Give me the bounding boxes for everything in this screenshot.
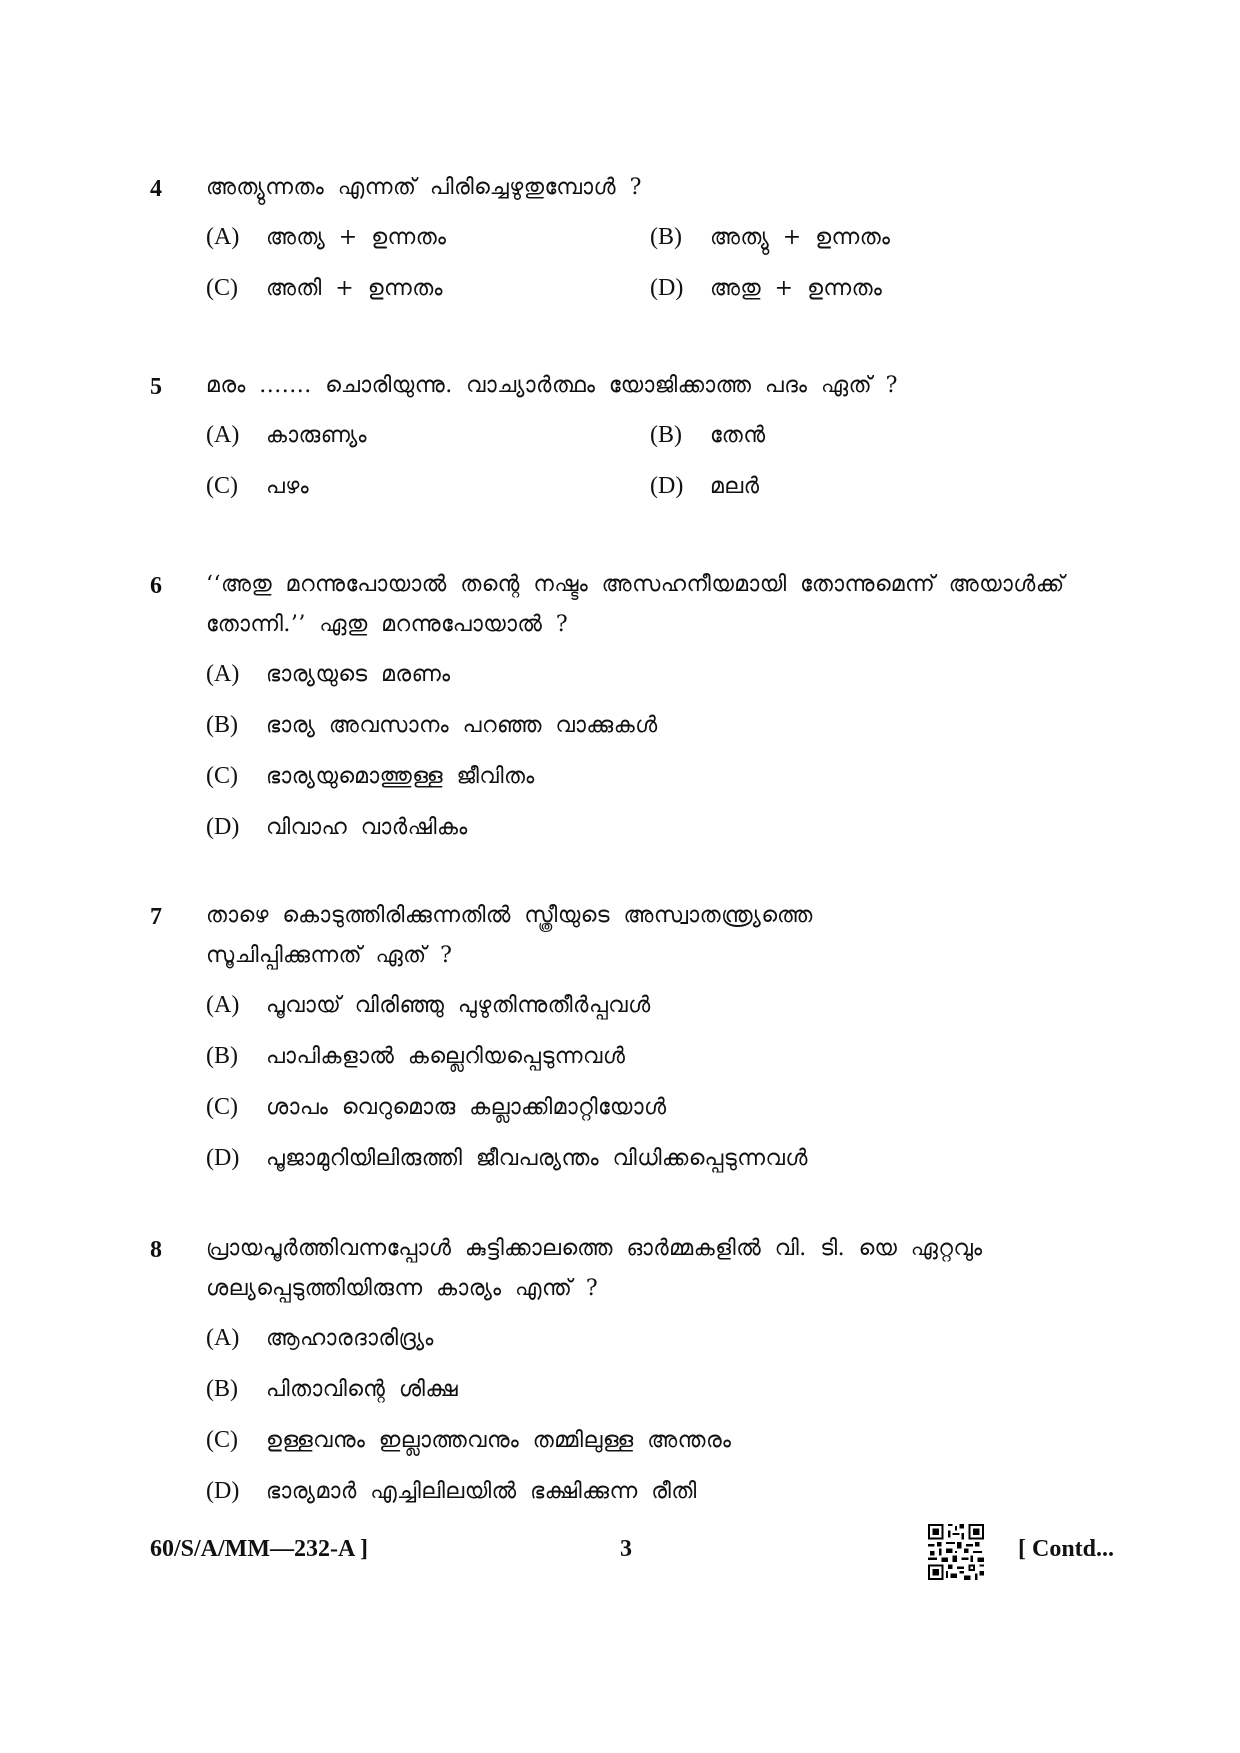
option-text: ഭാര്യയുടെ മരണം bbox=[266, 662, 451, 687]
option-label: (C) bbox=[206, 473, 238, 499]
question-number: 6 bbox=[150, 573, 162, 599]
page-number: 3 bbox=[620, 1536, 632, 1562]
option-label: (D) bbox=[650, 473, 684, 499]
option-text: അതു + ഉന്നതം bbox=[710, 276, 883, 301]
option-label: (A) bbox=[206, 422, 240, 448]
option-label: (B) bbox=[206, 1376, 238, 1402]
continued-label: [ Contd... bbox=[1018, 1536, 1115, 1562]
option-c bbox=[206, 269, 650, 308]
options-list bbox=[206, 986, 1070, 1178]
options-list bbox=[206, 218, 1070, 308]
options-list bbox=[206, 416, 1070, 506]
question-text: പ്രായപൂർത്തിവന്നപ്പോൾ കുട്ടിക്കാലത്തെ ഓർമ്മകളിൽ വി. ടി. യെ ഏറ്റവും ശല്യപ്പെടുത്തിയിരുന്ന കാര്യം എന്ത് ? bbox=[206, 1236, 983, 1301]
option-label: (D) bbox=[206, 1478, 240, 1504]
question-number: 8 bbox=[150, 1237, 162, 1263]
option-text: അത്യു + ഉന്നതം bbox=[710, 225, 891, 250]
question-7 bbox=[150, 904, 1070, 1178]
option-d bbox=[650, 269, 1094, 308]
option-text: കാരുണ്യം bbox=[266, 423, 368, 448]
question-number: 7 bbox=[150, 904, 162, 930]
option-b bbox=[650, 218, 1094, 257]
option-label: (B) bbox=[206, 1043, 238, 1069]
option-label: (D) bbox=[206, 1145, 240, 1171]
question-4 bbox=[150, 176, 1070, 308]
option-text: പാപികളാൽ കല്ലെറിയപ്പെടുന്നവൾ bbox=[266, 1044, 626, 1069]
option-c bbox=[206, 467, 650, 506]
option-label: (D) bbox=[650, 275, 684, 301]
option-b bbox=[206, 1037, 1070, 1076]
option-text: ആഹാരദാരിദ്ര്യം bbox=[266, 1326, 434, 1351]
option-label: (B) bbox=[206, 712, 238, 738]
option-d bbox=[650, 467, 1094, 506]
option-d bbox=[206, 808, 1070, 847]
option-a bbox=[206, 416, 650, 455]
paper-code: 60/S/A/MM—232-A ] bbox=[150, 1536, 368, 1562]
option-text: ഭാര്യമാർ എച്ചിലിലയിൽ ഭക്ഷിക്കുന്ന രീതി bbox=[266, 1479, 697, 1504]
option-text: പൂജാമുറിയിലിരുത്തി ജീവപര്യന്തം വിധിക്കപ്പെടുന്നവൾ bbox=[266, 1146, 808, 1171]
option-text: തേൻ bbox=[710, 423, 766, 448]
option-text: വിവാഹ വാർഷികം bbox=[266, 815, 468, 840]
option-text: ഭാര്യ അവസാനം പറഞ്ഞ വാക്കുകൾ bbox=[266, 713, 658, 738]
question-number: 4 bbox=[150, 176, 162, 202]
option-label: (B) bbox=[650, 224, 682, 250]
option-label: (A) bbox=[206, 224, 240, 250]
question-5 bbox=[150, 374, 1070, 506]
question-text: ‘‘അതു മറന്നുപോയാൽ തന്റെ നഷ്ടം അസഹനീയമായി തോന്നുമെന്ന് അയാൾക്ക് തോന്നി.’’ ഏതു മറന്നുപോയാൽ ? bbox=[206, 572, 1065, 637]
option-label: (B) bbox=[650, 422, 682, 448]
options-list bbox=[206, 1319, 1070, 1511]
option-text: പഴം bbox=[266, 474, 310, 499]
option-c bbox=[206, 757, 1070, 796]
question-6 bbox=[150, 573, 1070, 847]
question-text: താഴെ കൊടുത്തിരിക്കുന്നതിൽ സ്ത്രീയുടെ അസ്വാതന്ത്ര്യത്തെ സൂചിപ്പിക്കുന്നത് ഏത് ? bbox=[206, 903, 813, 968]
option-label: (A) bbox=[206, 992, 240, 1018]
option-label: (C) bbox=[206, 275, 238, 301]
qr-code-icon bbox=[928, 1524, 984, 1580]
option-label: (A) bbox=[206, 1325, 240, 1351]
option-text: പിതാവിന്റെ ശിക്ഷ bbox=[266, 1377, 459, 1402]
option-label: (C) bbox=[206, 763, 238, 789]
option-text: ഉള്ളവനും ഇല്ലാത്തവനും തമ്മിലുള്ള അന്തരം bbox=[266, 1428, 732, 1453]
option-c bbox=[206, 1088, 1070, 1127]
question-8 bbox=[150, 1237, 1070, 1511]
option-a bbox=[206, 218, 650, 257]
option-c bbox=[206, 1421, 1070, 1460]
option-text: ശാപം വെറുമൊരു കല്ലാക്കിമാറ്റിയോൾ bbox=[266, 1095, 667, 1120]
option-label: (A) bbox=[206, 661, 240, 687]
option-text: മലർ bbox=[710, 474, 760, 499]
page-footer bbox=[150, 1524, 1125, 1580]
question-number: 5 bbox=[150, 374, 162, 400]
option-b bbox=[206, 1370, 1070, 1409]
option-a bbox=[206, 1319, 1070, 1358]
option-d bbox=[206, 1472, 1070, 1511]
options-list bbox=[206, 655, 1070, 847]
question-text: മരം ....... ചൊരിയുന്നു. വാച്യാർത്ഥം യോജിക്കാത്ത പദം ഏത് ? bbox=[206, 373, 898, 398]
question-text: അത്യുന്നതം എന്നത് പിരിച്ചെഴുതുമ്പോൾ ? bbox=[206, 175, 642, 200]
option-label: (C) bbox=[206, 1094, 238, 1120]
option-label: (D) bbox=[206, 814, 240, 840]
option-a bbox=[206, 655, 1070, 694]
option-text: പൂവായ് വിരിഞ്ഞു പുഴുതിന്നുതീർപ്പവൾ bbox=[266, 993, 651, 1018]
option-d bbox=[206, 1139, 1070, 1178]
option-b bbox=[206, 706, 1070, 745]
option-label: (C) bbox=[206, 1427, 238, 1453]
option-b bbox=[650, 416, 1094, 455]
option-a bbox=[206, 986, 1070, 1025]
option-text: ഭാര്യയുമൊത്തുള്ള ജീവിതം bbox=[266, 764, 535, 789]
option-text: അത്യ + ഉന്നതം bbox=[266, 225, 447, 250]
option-text: അതി + ഉന്നതം bbox=[266, 276, 444, 301]
